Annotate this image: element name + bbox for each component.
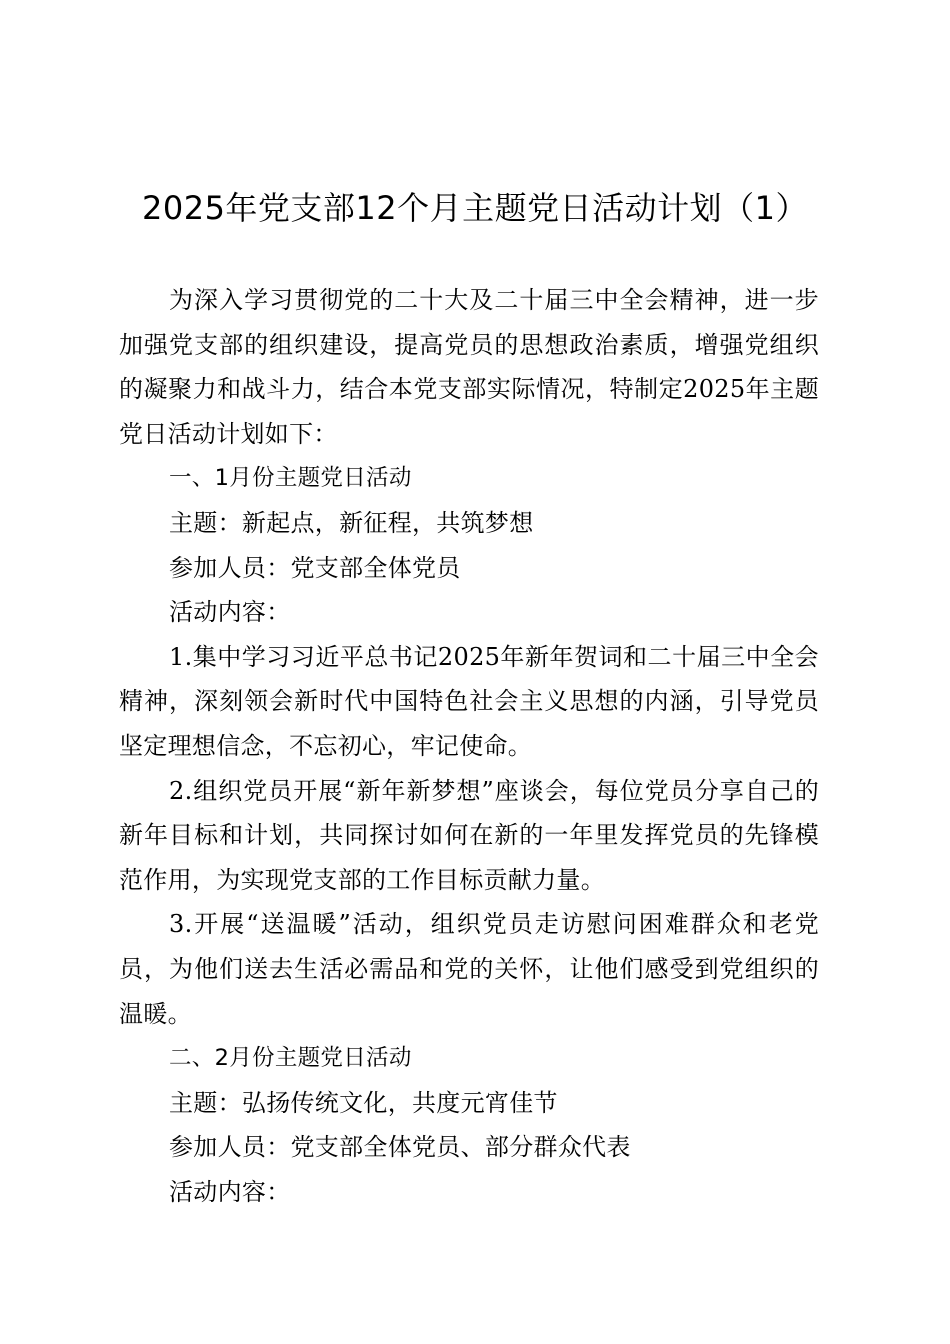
- section-2-heading: 二、2月份主题党日活动: [169, 1045, 412, 1072]
- section-1-theme: 主题：新起点，新征程，共筑梦想: [169, 508, 534, 537]
- document-title: 2025年党支部12个月主题党日活动计划（1）: [141, 189, 809, 227]
- section-1-participants: 参加人员：党支部全体党员: [169, 553, 461, 582]
- section-1-item-3: 3.开展“送温暖”活动，组织党员走访慰问困难群众和老党员，为他们送去生活必需品和党的关怀，让他们感受到党组织的温暖。: [119, 910, 819, 1028]
- section-1-item-1: 1.集中学习习近平总书记2025年新年贺词和二十届三中全会精神，深刻领会新时代中国特色社会主义思想的内涵，引导党员坚定理想信念，不忘初心，牢记使命。: [119, 642, 819, 760]
- section-2-content-label: 活动内容：: [169, 1177, 291, 1206]
- section-1-content-label: 活动内容：: [169, 598, 291, 627]
- section-1-heading: 一、1月份主题党日活动: [169, 465, 412, 492]
- intro-paragraph: 为深入学习贯彻党的二十大及二十届三中全会精神，进一步加强党支部的组织建设，提高党员的思想政治素质，增强党组织的凝聚力和战斗力，结合本党支部实际情况，特制定2025年主题党日活动计划如下：: [119, 286, 819, 448]
- document-body: [119, 278, 819, 1214]
- section-2-theme: 主题：弘扬传统文化，共度元宵佳节: [169, 1088, 558, 1117]
- section-2-participants: 参加人员：党支部全体党员、部分群众代表: [169, 1133, 631, 1162]
- section-1-item-2: 2.组织党员开展“新年新梦想”座谈会，每位党员分享自己的新年目标和计划，共同探讨如何在新的一年里发挥党员的先锋模范作用，为实现党支部的工作目标贡献力量。: [119, 776, 819, 894]
